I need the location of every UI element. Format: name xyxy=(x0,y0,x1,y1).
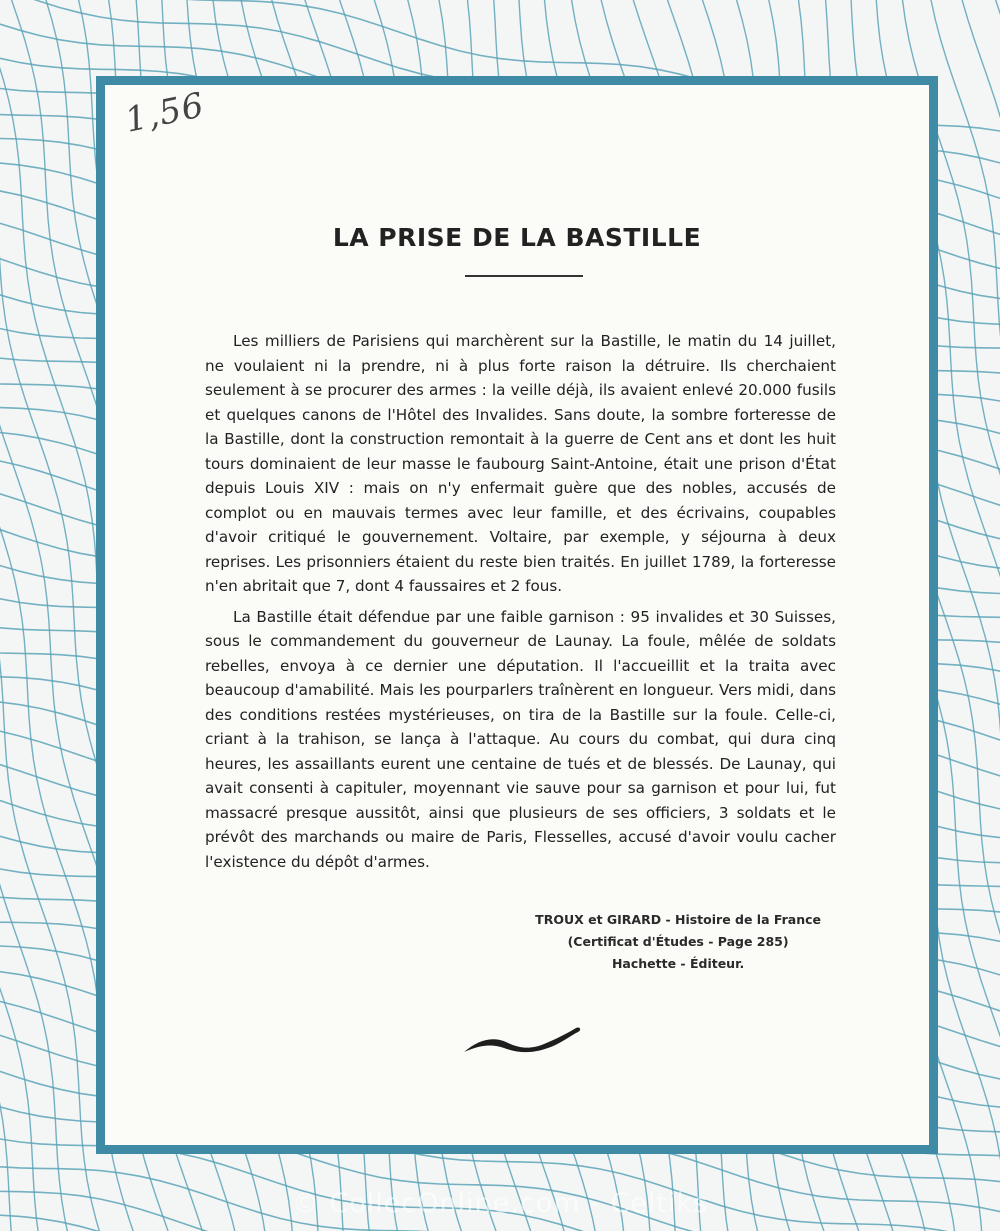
paragraph-1: Les milliers de Parisiens qui marchèrent sur la Bastille, le matin du 14 juillet, ne voulaient ni la prendre, ni à plus forte raison la détruire. Ils cherchaient seulement à se procurer des armes : la veille déjà, ils avaient enlevé 20.000 fusils et quelques canons de l'Hôtel des Invalides. Sans doute, la sombre forteresse de la Bastille, dont la construction remontait à la guerre de Cent ans et dont les huit tours dominaient de leur masse le faubourg Saint-Antoine, était une prison d'État depuis Louis XIV : mais on n'y enfermait guère que des nobles, accusés de complot ou en mauvais termes avec leur famille, et des écrivains, coupables d'avoir critiqué le gouvernement. Voltaire, par exemple, y séjourna à deux reprises. Les prisonniers étaient du reste bien traités. En juillet 1789, la forteresse n'en abritait que 7, dont 4 faussaires et 2 fous. xyxy=(205,332,836,595)
watermark: © CollecOnline.com - Celtiks xyxy=(291,1188,709,1219)
source-authors: TROUX et GIRARD - Histoire de la France xyxy=(535,912,821,927)
page-title: LA PRISE DE LA BASTILLE xyxy=(332,223,702,252)
source-citation xyxy=(535,909,821,975)
source-reference: (Certificat d'Études - Page 285) xyxy=(567,934,789,949)
flourish-ornament-icon xyxy=(460,1018,585,1062)
title-underline xyxy=(465,275,583,277)
paragraph-2: La Bastille était défendue par une faible garnison : 95 invalides et 30 Suisses, sous le commandement du gouverneur de Launay. La foule, mêlée de soldats rebelles, envoya à ce dernier une députation. Il l'accueillit et la traita avec beaucoup d'amabilité. Mais les pourparlers traînèrent en longueur. Vers midi, dans des conditions restées mystérieuses, on tira de la Bastille sur la foule. Celle-ci, criant à la trahison, se lança à l'attaque. Au cours du combat, qui dura cinq heures, les assaillants eurent une centaine de tués et de blessés. De Launay, qui avait consenti à capituler, moyennant vie sauve pour sa garnison et pour lui, fut massacré presque aussitôt, ainsi que plusieurs de ses officiers, 3 soldats et le prévôt des marchands ou maire de Paris, Flesselles, accusé d'avoir voulu cacher l'existence du dépôt d'armes. xyxy=(205,607,836,871)
body-text xyxy=(205,329,836,880)
handwritten-annotation: 1,56 xyxy=(121,85,208,141)
source-publisher: Hachette - Éditeur. xyxy=(611,956,745,971)
text-panel xyxy=(96,76,938,1154)
